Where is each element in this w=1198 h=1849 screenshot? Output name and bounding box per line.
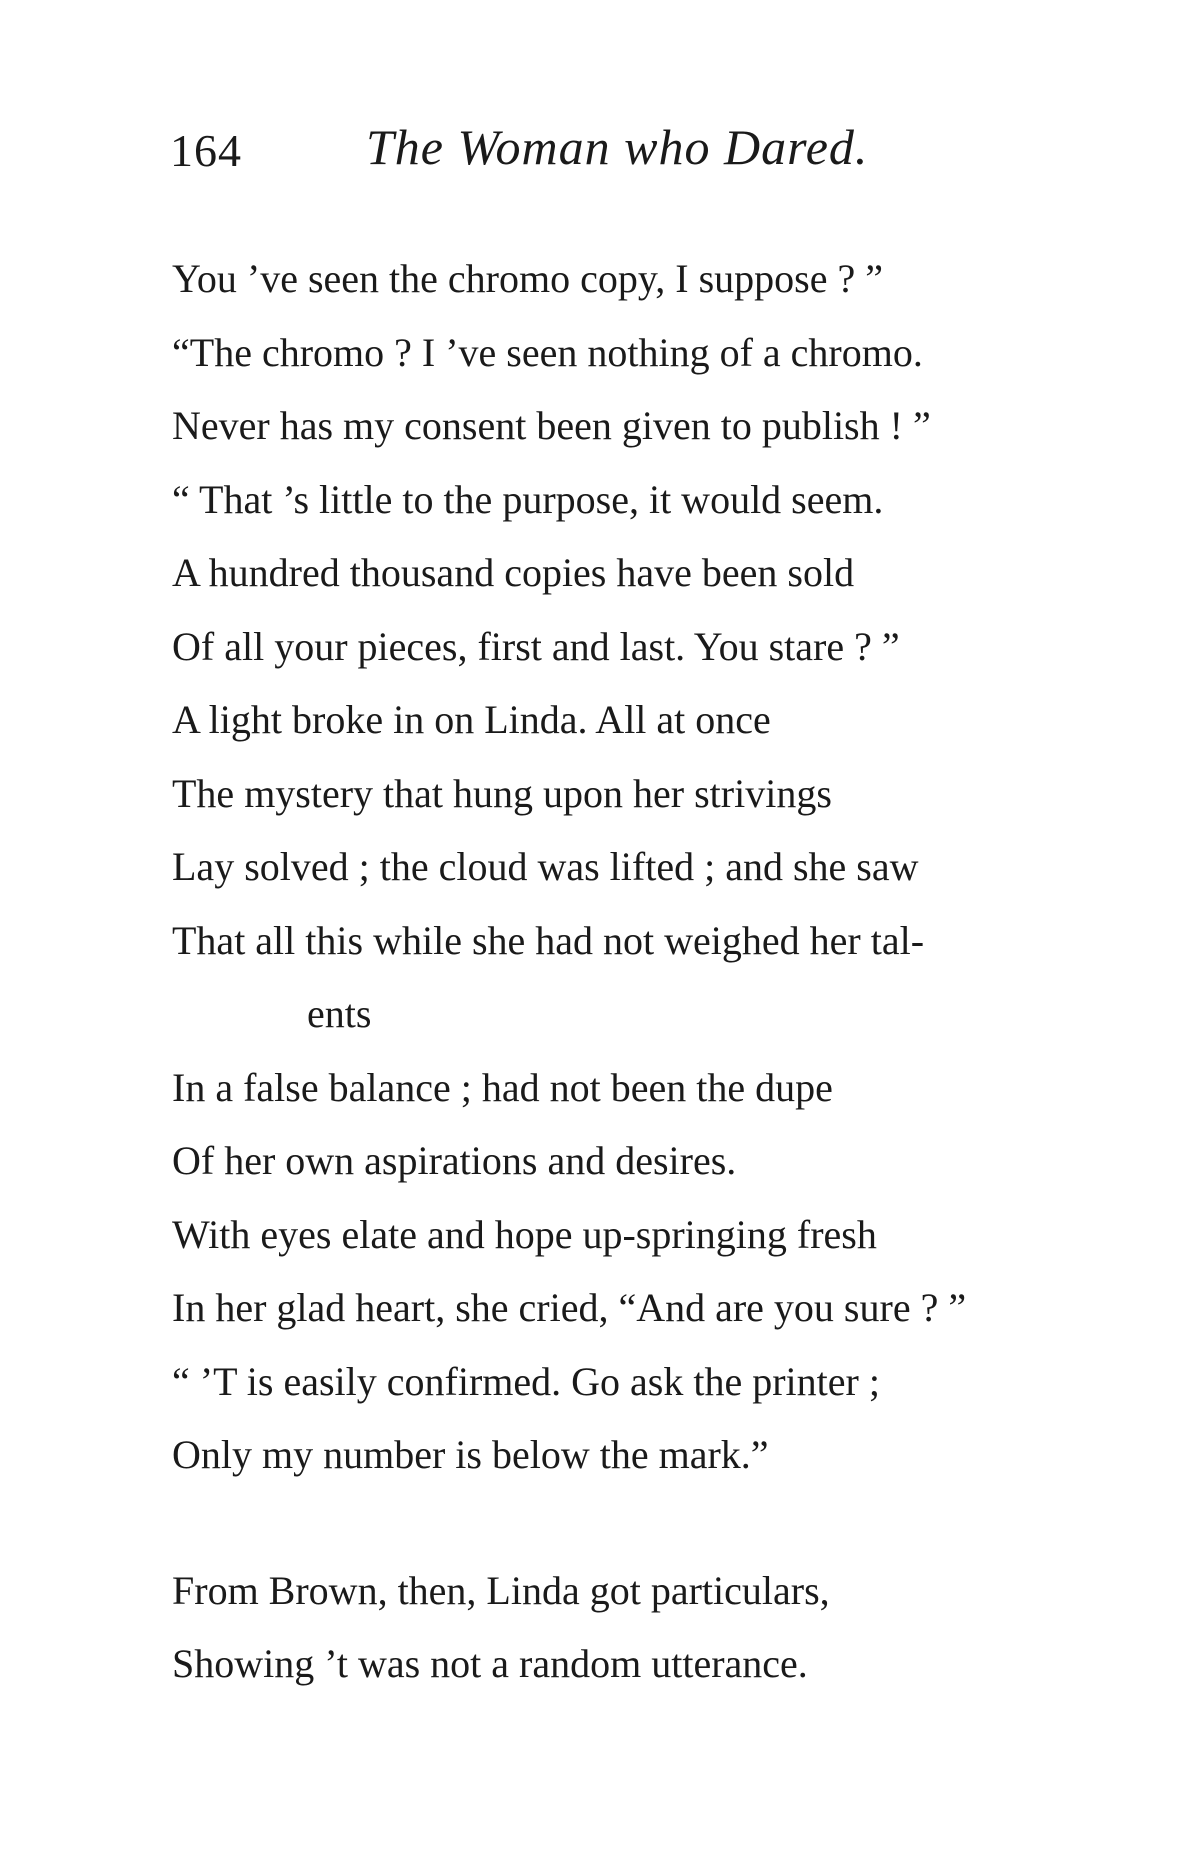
stanza-1: [172, 242, 1112, 1492]
stanza-break: [172, 1492, 1112, 1554]
verse-line: Only my number is below the mark.”: [172, 1432, 769, 1477]
verse-line: A light broke in on Linda. All at once: [172, 697, 771, 742]
verse-line: “The chromo ? I ’ve seen nothing of a chromo.: [172, 329, 923, 375]
verse-line: Never has my consent been given to publish ! ”: [172, 403, 931, 448]
verse-line: Of all your pieces, first and last. You stare ? ”: [172, 623, 900, 669]
verse-line: That all this while she had not weighed her tal-: [172, 917, 925, 963]
verse-line: Lay solved ; the cloud was lifted ; and she saw: [172, 844, 919, 889]
verse-line: You ’ve seen the chromo copy, I suppose ? ”: [172, 256, 883, 301]
verse-line: With eyes elate and hope up-springing fresh: [172, 1211, 877, 1257]
verse-line: A hundred thousand copies have been sold: [172, 550, 855, 595]
verse-line: Of her own aspirations and desires.: [172, 1138, 737, 1183]
verse-line: In her glad heart, she cried, “And are you sure ? ”: [172, 1285, 967, 1330]
verse-line: Showing ’t was not a random utterance.: [172, 1641, 808, 1686]
verse-line: From Brown, then, Linda got particulars,: [172, 1567, 830, 1613]
verse-line: The mystery that hung upon her strivings: [172, 770, 832, 816]
page-number: 164: [170, 125, 242, 176]
page-header: [170, 118, 1070, 188]
verse-line: In a false balance ; had not been the dupe: [172, 1064, 833, 1110]
stanza-2: [172, 1554, 1112, 1701]
running-title: The Woman who Dared.: [366, 119, 869, 175]
verse-line: “ That ’s little to the purpose, it would seem.: [172, 476, 884, 522]
verse-body: [172, 242, 1112, 1701]
verse-line: “ ’T is easily confirmed. Go ask the printer ;: [172, 1358, 880, 1404]
verse-line-continuation: ents: [307, 991, 372, 1036]
